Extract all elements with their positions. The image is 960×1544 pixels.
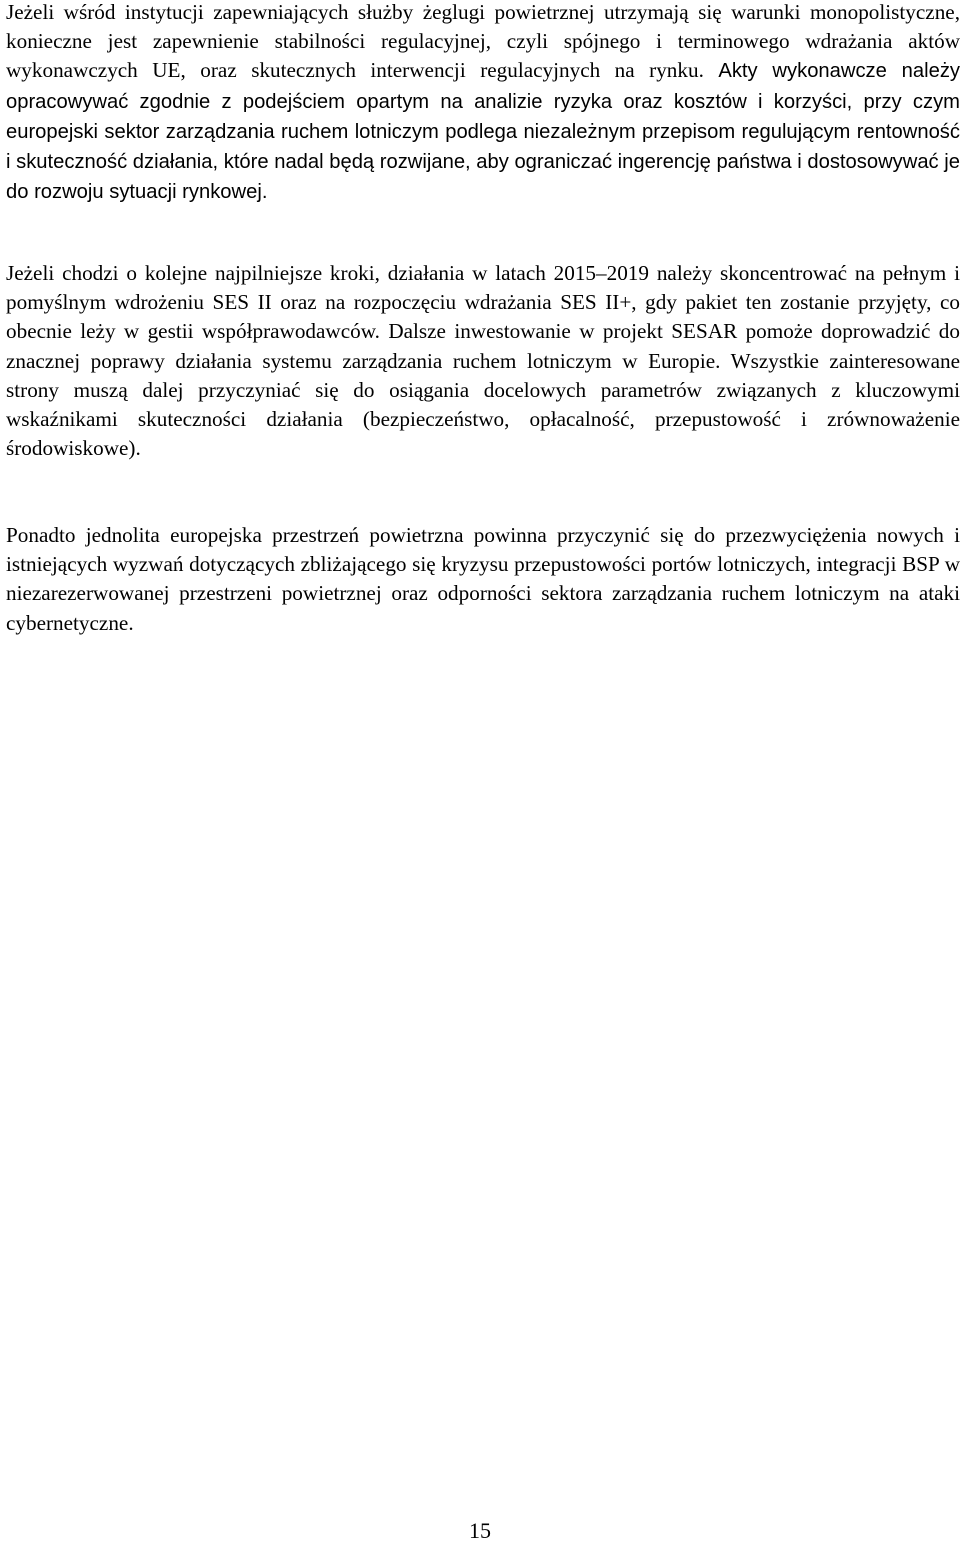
paragraph-1-sans-part: Akty wykonawcze należy opracowywać zgodnie z podejściem opartym na analizie ryzyka oraz kosztów i korzyści, przy czym europejski sektor zarządzania ruchem lotniczym podlega niezależnym przepisom regulującym rentowność i skuteczność działania, które nadal będą rozwijane, aby ograniczać ingerencję państwa i dostosowywać je do rozwoju sytuacji rynkowej. [6, 60, 960, 204]
page-number: 15 [469, 1518, 491, 1543]
paragraph-next-steps: Jeżeli chodzi o kolejne najpilniejsze kroki, działania w latach 2015–2019 należy skoncentrować na pełnym i pomyślnym wdrożeniu SES II oraz na rozpoczęciu wdrażania SES II+, gdy pakiet ten zostanie przyjęty, co obecnie leży w gestii współprawodawców. Dalsze inwestowanie w projekt SESAR pomoże doprowadzić do znacznej poprawy działania systemu zarządzania ruchem lotniczym w Europie. Wszystkie zainteresowane strony muszą dalej przyczyniać się do osiągania docelowych parametrów związanych z kluczowymi wskaźnikami skuteczności działania (bezpieczeństwo, opłacalność, przepustowość i zrównoważenie środowiskowe). [6, 261, 960, 461]
paragraph-1-serif-part: Jeżeli wśród instytucji zapewniających służby żeglugi powietrznej utrzymają się warunki monopolistyczne, konieczne jest zapewnienie stabilności regulacyjnej, czyli spójnego i terminowego wdrażania aktów wykonawczych UE, oraz skutecznych interwencji regulacyjnych na rynku. [6, 0, 960, 83]
paragraph-single-european-sky: Ponadto jednolita europejska przestrzeń powietrzna powinna przyczynić się do przezwyciężenia nowych i istniejących wyzwań dotyczących zbliżającego się kryzysu przepustowości portów lotniczych, integracji BSP w niezarezerwowanej przestrzeni powietrznej oraz odporności sektora zarządzania ruchem lotniczym na ataki cybernetyczne. [6, 523, 960, 635]
paragraph-regulatory-stability [6, 0, 960, 207]
